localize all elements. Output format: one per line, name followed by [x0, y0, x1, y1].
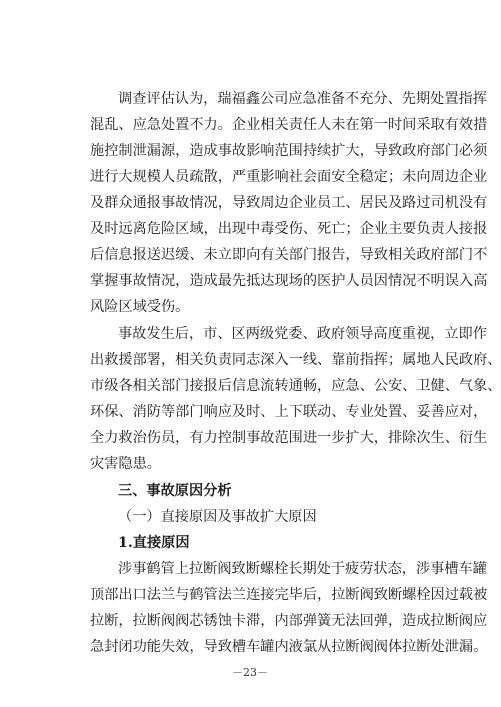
- paragraph-1-line-2: 混乱、应急处置不力。企业相关责任人未在第一时间采取有效措: [90, 117, 488, 133]
- paragraph-1-line-8: 掌握事故情况，造成最先抵达现场的医护人员因情况不明误入高: [90, 273, 488, 289]
- paragraph-1-line-3: 施控制泄漏源，造成事故影响范围持续扩大，导致政府部门必须: [90, 143, 488, 159]
- paragraph-1-line-5: 及群众通报事故情况，导致周边企业员工、居民及路过司机没有: [90, 195, 488, 211]
- paragraph-1-line-7: 后信息报送迟缓、未立即向有关部门报告，导致相关政府部门不: [90, 247, 488, 263]
- paragraph-3-line-4: 急封闭功能失效，导致槽车罐内液氯从拉断阀阀体拉断处泄漏。: [90, 639, 488, 655]
- paragraph-3-line-2: 顶部出口法兰与鹤管法兰连接完毕后，拉断阀致断螺栓因过载被: [90, 587, 488, 603]
- paragraph-1-line-1: 调查评估认为，瑞福鑫公司应急准备不充分、先期处置指挥: [118, 91, 487, 107]
- paragraph-2-line-3: 市级各相关部门接报后信息流转通畅，应急、公安、卫健、气象、: [90, 378, 501, 394]
- subsection-heading: （一）直接原因及事故扩大原因: [118, 509, 317, 525]
- paragraph-2-line-4: 环保、消防等部门响应及时、上下联动、专业处置、妥善应对，: [90, 404, 488, 420]
- paragraph-2-line-5: 全力救治伤员，有力控制事故范围进一步扩大，排除次生、衍生: [90, 430, 488, 446]
- paragraph-2-line-2: 出救援部署，相关负责同志深入一线、靠前指挥；属地人民政府、: [90, 352, 501, 368]
- paragraph-3-line-1: 涉事鹤管上拉断阀致断螺栓长期处于疲劳状态，涉事槽车罐: [118, 561, 487, 577]
- paragraph-3-line-3: 拉断，拉断阀阀芯锈蚀卡滞，内部弹簧无法回弹，造成拉断阀应: [90, 613, 488, 629]
- paragraph-2-line-6: 灾害隐患。: [90, 456, 161, 472]
- page-number: －23－: [232, 666, 268, 679]
- paragraph-1-line-6: 及时远离危险区域，出现中毒受伤、死亡；企业主要负责人接报: [90, 221, 488, 237]
- paragraph-1-line-9: 风险区域受伤。: [90, 299, 190, 315]
- section-heading: 三、事故原因分析: [118, 483, 232, 499]
- paragraph-2-line-1: 事故发生后，市、区两级党委、政府领导高度重视，立即作: [118, 326, 487, 342]
- item-heading: 1.直接原因: [118, 535, 190, 551]
- paragraph-1-line-4: 进行大规模人员疏散，严重影响社会面安全稳定；未向周边企业: [90, 169, 488, 185]
